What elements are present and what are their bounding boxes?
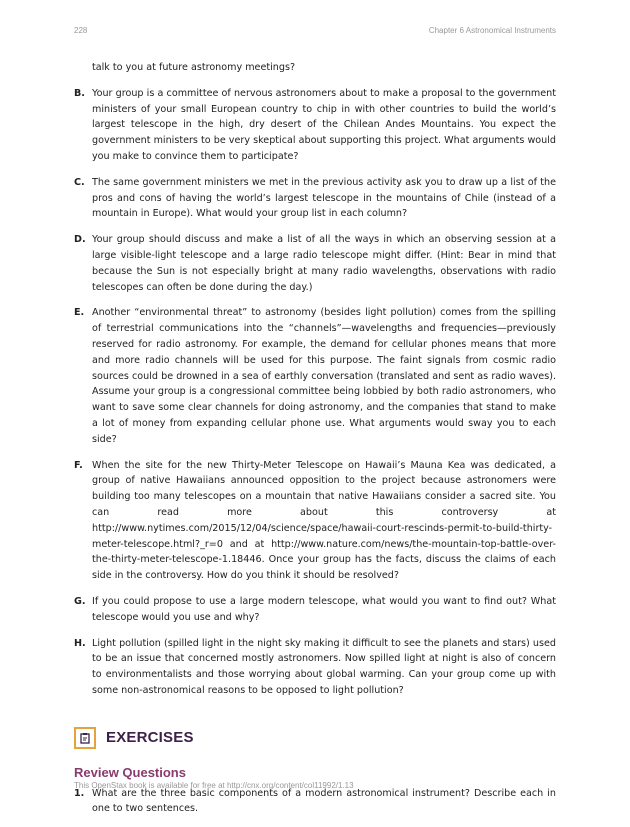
review-question: [74, 786, 556, 818]
activity-item-c: [74, 175, 556, 222]
review-questions-heading: Review Questions: [74, 764, 186, 780]
activity-item-h: [74, 636, 556, 699]
activity-item-d: [74, 232, 556, 295]
activity-item-b: [74, 86, 556, 165]
exercises-title: EXERCISES: [106, 729, 194, 747]
item-label: B.: [74, 87, 85, 99]
activity-item-g: [74, 594, 556, 626]
item-label: F.: [74, 459, 83, 471]
clipboard-icon: [74, 727, 96, 749]
activity-item-e: [74, 305, 556, 447]
item-text: Your group should discuss and make a list of all the ways in which an observing session at a large visible-light telescope and a large radio telescope might differ. (Hint: Bear in mind that because the Sun is not especially bright at many radio wavelengths, observations with radio telescopes can often be done during the day.): [92, 234, 556, 293]
item-text: Your group is a committee of nervous astronomers about to make a proposal to the government ministers of your small European country to chip in with other countries to build the world’s largest telescope in the high, dry desert of the Chilean Andes Mountains. You expect the government ministers to be very skeptical about supporting this project. What arguments would you make to convince them to participate?: [92, 87, 556, 162]
question-text: What are the three basic components of a modern astronomical instrument? Describe each in one to two sentences.: [92, 787, 556, 815]
item-label: G.: [74, 595, 86, 607]
item-text: The same government ministers we met in the previous activity ask you to draw up a list of the pros and cons of having the world’s largest telescope in the mountains of Chile (instead of a mountain in Europe). What would your group list in each column?: [92, 176, 556, 220]
activity-item-f: [74, 458, 556, 584]
item-text: When the site for the new Thirty-Meter Telescope on Hawaii’s Mauna Kea was dedicated, a group of native Hawaiians announced opposition to the project because astronomers were building too many telescopes on a mountain that native Hawaiians consider a sacred site. You can read more about this controversy at http://www.nytimes.com/2015/12/04/science/space/hawaii-court-rescinds-permit-to-build-thirty-meter-telescope.html?_r=0 and at http://www.nature.com/news/the-mountain-top-battle-over-the-thirty-meter-telescope-1.18446. Once your group has the facts, discuss the claims of each side in the controversy. How do you think it should be resolved?: [92, 459, 556, 582]
item-label: D.: [74, 234, 86, 246]
continuation-text: talk to you at future astronomy meetings?: [92, 62, 296, 73]
item-text: Light pollution (spilled light in the night sky making it difficult to see the planets and stars) used to be an issue that concerned mostly astronomers. Now spilled light at night is also of concern to environmentalists and those worrying about global warming. Can your group come up with some non-astronomical reasons to be opposed to light pollution?: [92, 637, 556, 696]
item-label: E.: [74, 307, 85, 319]
page-content: [74, 60, 556, 827]
chapter-title: Chapter 6 Astronomical Instruments: [428, 26, 556, 35]
item-text: If you could propose to use a large modern telescope, what would you want to find out? What telescope would you use and why?: [92, 595, 556, 623]
item-label: H.: [74, 637, 86, 649]
exercises-header: [74, 727, 556, 749]
item-text: Another “environmental threat” to astronomy (besides light pollution) comes from the spilling of terrestrial communications into the “channels”—wavelengths and frequencies—previously reserved for radio astronomy. For example, the demand for cellular phones means that more and more radio channels will be used for this purpose. The faint signals from cosmic radio sources could be drowned in a sea of earthly conversation (translated and sent as radio waves). Assume your group is a congressional committee being lobbied by both radio astronomers, who want to save some clear channels for doing astronomy, and the companies that stand to make a lot of money from expanding cellular phone use. What arguments would sway you to each side?: [92, 307, 556, 445]
page-number: 228: [74, 26, 88, 35]
item-label: C.: [74, 176, 85, 188]
footer-note: This OpenStax book is available for free at http://cnx.org/content/col11992/1.13: [74, 781, 354, 790]
question-number: 1.: [74, 787, 85, 799]
